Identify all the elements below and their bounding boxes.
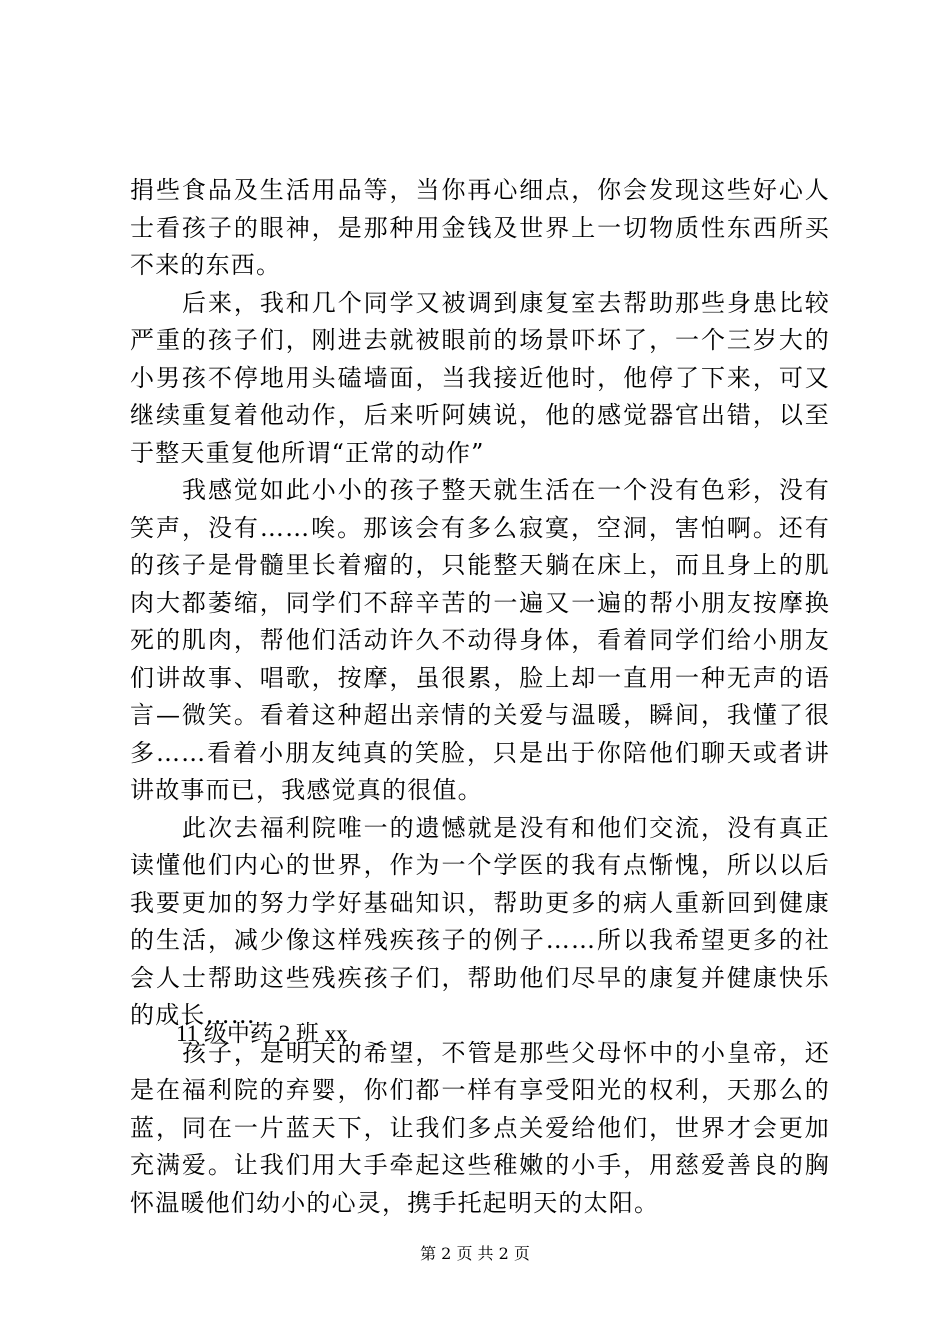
paragraph-conclusion: 孩子，是明天的希望，不管是那些父母怀中的小皇帝，还是在福利院的弃婴，你们都一样有享受阳光的权利，天那么的蓝，同在一片蓝天下，让我们多点关爱给他们，世界才会更加充满爱。让我们用大手牵起这些稚嫩的小手，用慈爱善良的胸怀温暖他们幼小的心灵，携手托起明天的太阳。 <box>130 1038 830 1217</box>
paragraph-feelings: 我感觉如此小小的孩子整天就生活在一个没有色彩，没有笑声，没有……唉。那该会有多么寂寞，空洞，害怕啊。还有的孩子是骨髓里长着瘤的，只能整天躺在床上，而且身上的肌肉大都萎缩，同学们不辞辛苦的一遍又一遍的帮小朋友按摩换死的肌肉，帮他们活动许久不动得身体，看着同学们给小朋友们讲故事、唱歌，按摩，虽很累，脸上却一直用一种无声的语言—微笑。看着这种超出亲情的关爱与温暖，瞬间，我懂了很多……看着小朋友纯真的笑脸，只是出于你陪他们聊天或者讲讲故事而已，我感觉真的很值。 <box>130 476 830 804</box>
signature: 11 级中药 2 班 xx <box>176 1021 348 1046</box>
paragraph-continuation: 捐些食品及生活用品等，当你再心细点，你会发现这些好心人士看孩子的眼神，是那种用金钱及世界上一切物质性东西所买不来的东西。 <box>130 176 830 279</box>
page-footer: 第 2 页 共 2 页 <box>420 1244 530 1263</box>
paragraph-regret: 此次去福利院唯一的遗憾就是没有和他们交流，没有真正读懂他们内心的世界，作为一个学医的我有点惭愧，所以以后我要更加的努力学好基础知识，帮助更多的病人重新回到健康的生活，减少像这样残疾孩子的例子……所以我希望更多的社会人士帮助这些残疾孩子们，帮助他们尽早的康复并健康快乐的成长…… <box>130 813 830 1029</box>
body-text <box>130 172 830 1222</box>
paragraph-rehab-room: 后来，我和几个同学又被调到康复室去帮助那些身患比较严重的孩子们，刚进去就被眼前的场景吓坏了，一个三岁大的小男孩不停地用头磕墙面，当我接近他时，他停了下来，可又继续重复着他动作，后来听阿姨说，他的感觉器官出错，以至于整天重复他所谓“正常的动作” <box>130 288 830 467</box>
